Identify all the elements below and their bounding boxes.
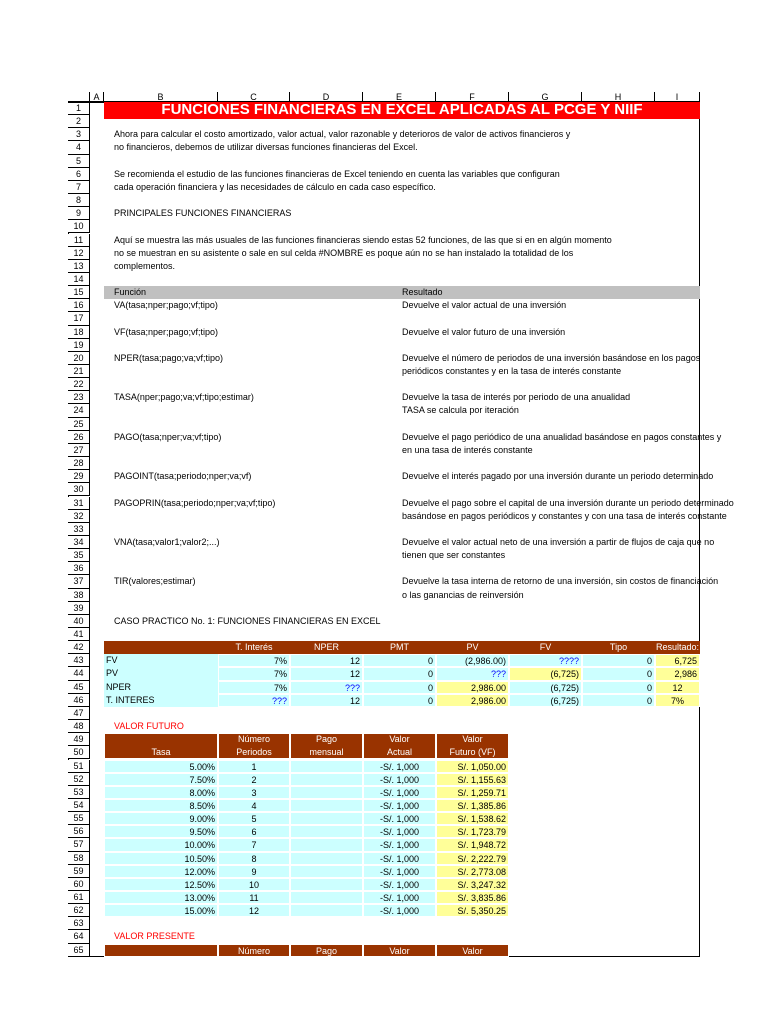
- caso-value-cell[interactable]: 12: [290, 667, 363, 680]
- valor-presente-title: VALOR PRESENTE: [114, 931, 195, 942]
- row-header-51[interactable]: 51: [68, 760, 90, 773]
- caso-row-label: T. INTERES: [104, 694, 218, 707]
- functions-header-funcion: Función: [114, 287, 147, 298]
- caso-value-cell[interactable]: 0: [363, 667, 436, 680]
- sheet-title: FUNCIONES FINANCIERAS EN EXCEL APLICADAS AL PCGE Y NIIF: [104, 102, 700, 119]
- column-header-d[interactable]: D: [290, 92, 363, 102]
- vf-value-cell[interactable]: S/. 1,385.86: [436, 799, 509, 812]
- caso-header-cell: Tipo: [582, 641, 655, 654]
- vf-header-line2: Periodos: [236, 747, 272, 758]
- vf-value-cell[interactable]: [290, 812, 363, 825]
- caso-header-blank: [104, 641, 218, 654]
- vf-value-cell[interactable]: S/. 1,050.00: [436, 760, 509, 773]
- row-header-6[interactable]: 6: [68, 168, 90, 181]
- caso-value-cell[interactable]: 0: [363, 694, 436, 707]
- vf-value-cell[interactable]: [290, 760, 363, 773]
- caso-value-cell[interactable]: 2,986: [655, 667, 700, 680]
- vf-value-cell[interactable]: -S/. 1,000: [363, 799, 436, 812]
- vf-value-cell[interactable]: -S/. 1,000: [363, 904, 436, 917]
- vf-value-cell[interactable]: 9.50%: [104, 825, 218, 838]
- vf-value-cell[interactable]: [290, 799, 363, 812]
- vf-value-cell[interactable]: [290, 904, 363, 917]
- row-header-38[interactable]: 38: [68, 589, 90, 602]
- row-header-57[interactable]: 57: [68, 838, 90, 851]
- row-header-60[interactable]: 60: [68, 878, 90, 891]
- vf-value-cell[interactable]: 9.00%: [104, 812, 218, 825]
- caso-header-cell: Resultado:: [655, 641, 700, 654]
- row-header-37[interactable]: 37: [68, 575, 90, 588]
- caso-value-cell[interactable]: 0: [582, 667, 655, 680]
- row-header-44[interactable]: 44: [68, 667, 90, 680]
- caso-practico-title: CASO PRACTICO No. 1: FUNCIONES FINANCIERAS EN EXCEL: [114, 615, 381, 626]
- row-header-50[interactable]: 50: [68, 746, 90, 759]
- caso-header-cell: PMT: [363, 641, 436, 654]
- vp-header-cell: Valor: [436, 944, 509, 957]
- vf-value-cell[interactable]: -S/. 1,000: [363, 891, 436, 904]
- row-header-39[interactable]: 39: [68, 602, 90, 615]
- vf-value-cell[interactable]: 11: [218, 891, 290, 904]
- function-name: VNA(tasa;valor1;valor2;...): [114, 536, 220, 547]
- vf-value-cell[interactable]: -S/. 1,000: [363, 852, 436, 865]
- row-header-17[interactable]: 17: [68, 312, 90, 325]
- vf-value-cell[interactable]: -S/. 1,000: [363, 773, 436, 786]
- vf-header-line1: Pago: [315, 734, 338, 745]
- caso-value-cell[interactable]: 12: [655, 681, 700, 694]
- row-header-14[interactable]: 14: [68, 273, 90, 286]
- vf-value-cell[interactable]: -S/. 1,000: [363, 878, 436, 891]
- function-description: basándose en pagos periódicos y constantes y con una tasa de interés constante: [402, 510, 727, 521]
- vf-value-cell[interactable]: 12: [218, 904, 290, 917]
- caso-value-cell[interactable]: 0: [363, 681, 436, 694]
- row-header-25[interactable]: 25: [68, 418, 90, 431]
- vf-header-line1: Número: [237, 734, 270, 745]
- caso-value-cell[interactable]: ????: [509, 654, 582, 667]
- caso-value-cell[interactable]: 7%: [218, 667, 290, 680]
- row-header-31[interactable]: 31: [68, 497, 90, 510]
- intro-text-line: Ahora para calcular el costo amortizado, valor actual, valor razonable y deterioros de valor de activos financieros y: [114, 129, 571, 140]
- column-header-g[interactable]: G: [509, 92, 582, 102]
- vf-header-line2: Futuro (VF): [449, 747, 496, 758]
- caso-value-cell[interactable]: (6,725): [509, 667, 582, 680]
- function-description: o las ganancias de reinversión: [402, 589, 524, 600]
- vf-value-cell[interactable]: [290, 891, 363, 904]
- vf-value-cell[interactable]: S/. 1,155.63: [436, 773, 509, 786]
- vf-value-cell[interactable]: [290, 773, 363, 786]
- vf-value-cell[interactable]: 1: [218, 760, 290, 773]
- column-header-b[interactable]: B: [104, 92, 218, 102]
- function-description: Devuelve el número de periodos de una inversión basándose en los pagos: [402, 352, 701, 363]
- vf-value-cell[interactable]: 12.00%: [104, 865, 218, 878]
- column-header-a[interactable]: A: [90, 92, 104, 102]
- vp-header-cell: Valor: [363, 944, 436, 957]
- function-description: Devuelve la tasa interna de retorno de una inversión, sin costos de financiación: [402, 576, 719, 587]
- vf-value-cell[interactable]: 15.00%: [104, 904, 218, 917]
- row-header-12[interactable]: 12: [68, 247, 90, 260]
- row-header-13[interactable]: 13: [68, 260, 90, 273]
- vf-value-cell[interactable]: 10.00%: [104, 838, 218, 851]
- select-all-corner[interactable]: [68, 92, 90, 102]
- vf-value-cell[interactable]: S/. 3,835.86: [436, 891, 509, 904]
- vf-value-cell[interactable]: 3: [218, 786, 290, 799]
- function-name: PAGO(tasa;nper;va;vf;tipo): [114, 431, 222, 442]
- vf-value-cell[interactable]: 7: [218, 838, 290, 851]
- column-header-c[interactable]: C: [218, 92, 290, 102]
- caso-row-label: NPER: [104, 681, 218, 694]
- function-name: TASA(nper;pago;va;vf;tipo;estimar): [114, 392, 254, 403]
- vf-value-cell[interactable]: 7.50%: [104, 773, 218, 786]
- function-name: VF(tasa;nper;pago;vf;tipo): [114, 326, 219, 337]
- row-header-3[interactable]: 3: [68, 128, 90, 141]
- caso-value-cell[interactable]: 0: [363, 654, 436, 667]
- row-header-23[interactable]: 23: [68, 391, 90, 404]
- caso-header-cell: PV: [436, 641, 509, 654]
- vp-header-cell: Número: [218, 944, 290, 957]
- vf-value-cell[interactable]: -S/. 1,000: [363, 825, 436, 838]
- vf-value-cell[interactable]: S/. 5,350.25: [436, 904, 509, 917]
- vf-value-cell[interactable]: [290, 878, 363, 891]
- caso-value-cell[interactable]: ???: [436, 667, 509, 680]
- caso-value-cell[interactable]: 0: [582, 654, 655, 667]
- vf-value-cell[interactable]: 8.00%: [104, 786, 218, 799]
- vf-value-cell[interactable]: [290, 852, 363, 865]
- vf-value-cell[interactable]: 8.50%: [104, 799, 218, 812]
- row-header-56[interactable]: 56: [68, 825, 90, 838]
- row-header-7[interactable]: 7: [68, 181, 90, 194]
- row-header-33[interactable]: 33: [68, 523, 90, 536]
- function-description: TASA se calcula por iteración: [402, 405, 519, 416]
- row-header-41[interactable]: 41: [68, 628, 90, 641]
- vf-value-cell[interactable]: [290, 786, 363, 799]
- function-description: Devuelve el interés pagado por una inversión durante un periodo determinado: [402, 471, 714, 482]
- row-header-19[interactable]: 19: [68, 339, 90, 352]
- row-header-45[interactable]: 45: [68, 681, 90, 694]
- function-description: Devuelve el valor futuro de una inversión: [402, 326, 566, 337]
- function-name: NPER(tasa;pago;va;vf;tipo): [114, 352, 224, 363]
- intro-text-line: complementos.: [114, 260, 176, 271]
- row-header-43[interactable]: 43: [68, 654, 90, 667]
- row-header-54[interactable]: 54: [68, 799, 90, 812]
- row-header-34[interactable]: 34: [68, 536, 90, 549]
- intro-text-line: Se recomienda el estudio de las funciones financieras de Excel teniendo en cuenta las variables que configuran: [114, 168, 560, 179]
- caso-value-cell[interactable]: 0: [582, 681, 655, 694]
- vf-value-cell[interactable]: 8: [218, 852, 290, 865]
- vf-value-cell[interactable]: 13.00%: [104, 891, 218, 904]
- caso-value-cell[interactable]: 7%: [218, 681, 290, 694]
- caso-value-cell[interactable]: 0: [582, 694, 655, 707]
- intro-text-line: PRINCIPALES FUNCIONES FINANCIERAS: [114, 208, 292, 219]
- row-header-15[interactable]: 15: [68, 286, 90, 299]
- vf-value-cell[interactable]: 9: [218, 865, 290, 878]
- intro-text-line: no financieros, debemos de utilizar diversas funciones financieras del Excel.: [114, 142, 418, 153]
- row-header-29[interactable]: 29: [68, 470, 90, 483]
- row-header-30[interactable]: 30: [68, 483, 90, 496]
- caso-header-cell: NPER: [290, 641, 363, 654]
- vf-value-cell[interactable]: -S/. 1,000: [363, 760, 436, 773]
- caso-value-cell[interactable]: 6,725: [655, 654, 700, 667]
- row-header-36[interactable]: 36: [68, 562, 90, 575]
- vf-value-cell[interactable]: 10.50%: [104, 852, 218, 865]
- row-header-35[interactable]: 35: [68, 549, 90, 562]
- row-header-48[interactable]: 48: [68, 720, 90, 733]
- vf-value-cell[interactable]: S/. 2,222.79: [436, 852, 509, 865]
- column-header-f[interactable]: F: [436, 92, 509, 102]
- vf-value-cell[interactable]: 2: [218, 773, 290, 786]
- row-header-24[interactable]: 24: [68, 404, 90, 417]
- function-description: periódicos constantes y en la tasa de interés constante: [402, 366, 622, 376]
- caso-value-cell[interactable]: (6,725): [509, 681, 582, 694]
- row-header-49[interactable]: 49: [68, 733, 90, 746]
- caso-header-cell: T. Interés: [218, 641, 290, 654]
- row-header-58[interactable]: 58: [68, 852, 90, 865]
- vf-value-cell[interactable]: 6: [218, 825, 290, 838]
- caso-row-label: PV: [104, 667, 218, 680]
- caso-value-cell[interactable]: 2,986.00: [436, 694, 509, 707]
- vf-value-cell[interactable]: 5: [218, 812, 290, 825]
- vf-value-cell[interactable]: S/. 2,773.08: [436, 865, 509, 878]
- vf-value-cell[interactable]: 4: [218, 799, 290, 812]
- vf-value-cell[interactable]: S/. 3,247.32: [436, 878, 509, 891]
- function-description: tienen que ser constantes: [402, 550, 506, 561]
- vf-value-cell[interactable]: -S/. 1,000: [363, 838, 436, 851]
- function-description: Devuelve la tasa de interés por periodo de una anualidad: [402, 392, 631, 403]
- row-header-28[interactable]: 28: [68, 457, 90, 470]
- row-header-47[interactable]: 47: [68, 707, 90, 720]
- vf-value-cell[interactable]: S/. 1,723.79: [436, 825, 509, 838]
- vf-value-cell[interactable]: [290, 825, 363, 838]
- row-header-4[interactable]: 4: [68, 141, 90, 154]
- caso-value-cell[interactable]: 2,986.00: [436, 681, 509, 694]
- row-header-8[interactable]: 8: [68, 194, 90, 207]
- row-header-18[interactable]: 18: [68, 326, 90, 339]
- row-header-26[interactable]: 26: [68, 431, 90, 444]
- row-header-10[interactable]: 10: [68, 220, 90, 233]
- function-name: PAGOINT(tasa;periodo;nper;va;vf): [114, 471, 252, 482]
- caso-header-cell: FV: [509, 641, 582, 654]
- caso-value-cell[interactable]: (2,986.00): [436, 654, 509, 667]
- vf-header-line2: Tasa: [151, 747, 171, 758]
- row-header-55[interactable]: 55: [68, 812, 90, 825]
- vp-header-cell: Pago: [290, 944, 363, 957]
- caso-value-cell[interactable]: (6,725): [509, 694, 582, 707]
- row-header-52[interactable]: 52: [68, 773, 90, 786]
- function-name: VA(tasa;nper;pago;vf;tipo): [114, 300, 218, 311]
- row-header-11[interactable]: 11: [68, 234, 90, 247]
- vf-header-line1: Valor: [389, 734, 410, 745]
- vf-value-cell[interactable]: -S/. 1,000: [363, 812, 436, 825]
- vf-header-line1: Valor: [462, 734, 483, 745]
- vf-header-line2: Actual: [386, 747, 412, 758]
- intro-text-line: cada operación financiera y las necesidades de cálculo en cada caso específico.: [114, 181, 436, 192]
- function-description: Devuelve el valor actual de una inversión: [402, 300, 567, 311]
- spreadsheet-sheet: [68, 92, 734, 957]
- caso-value-cell[interactable]: 12: [290, 694, 363, 707]
- caso-value-cell[interactable]: ???: [290, 681, 363, 694]
- function-description: Devuelve el pago periódico de una anualidad basándose en pagos constantes y: [402, 431, 722, 442]
- row-header-32[interactable]: 32: [68, 510, 90, 523]
- row-header-63[interactable]: 63: [68, 917, 90, 930]
- column-header-h[interactable]: H: [582, 92, 655, 102]
- caso-value-cell[interactable]: 7%: [655, 694, 700, 707]
- row-header-27[interactable]: 27: [68, 444, 90, 457]
- row-header-21[interactable]: 21: [68, 365, 90, 378]
- vf-value-cell[interactable]: -S/. 1,000: [363, 786, 436, 799]
- row-header-62[interactable]: 62: [68, 904, 90, 917]
- valor-futuro-title: VALOR FUTURO: [114, 721, 184, 732]
- column-header-i[interactable]: I: [655, 92, 700, 102]
- caso-row-label: FV: [104, 654, 218, 667]
- row-header-9[interactable]: 9: [68, 207, 90, 220]
- vf-value-cell[interactable]: [290, 838, 363, 851]
- row-header-16[interactable]: 16: [68, 299, 90, 312]
- function-name: TIR(valores;estimar): [114, 576, 196, 587]
- row-header-65[interactable]: 65: [68, 944, 90, 957]
- function-description: Devuelve el valor actual neto de una inversión a partir de flujos de caja que no: [402, 536, 715, 547]
- row-header-5[interactable]: 5: [68, 155, 90, 168]
- row-header-22[interactable]: 22: [68, 378, 90, 391]
- row-header-2[interactable]: 2: [68, 115, 90, 128]
- intro-text-line: no se muestran en su asistente o sale en sul celda #NOMBRE es poque aún no se han instalado la totalidad de los: [114, 247, 574, 258]
- vf-value-cell[interactable]: -S/. 1,000: [363, 865, 436, 878]
- functions-header-resultado: Resultado: [402, 287, 443, 298]
- caso-value-cell[interactable]: 12: [290, 654, 363, 667]
- function-description: en una tasa de interés constante: [402, 444, 533, 455]
- vf-value-cell[interactable]: 10: [218, 878, 290, 891]
- vf-value-cell[interactable]: S/. 1,538.62: [436, 812, 509, 825]
- vf-value-cell[interactable]: 5.00%: [104, 760, 218, 773]
- vf-value-cell[interactable]: [290, 865, 363, 878]
- row-header-53[interactable]: 53: [68, 786, 90, 799]
- vf-value-cell[interactable]: S/. 1,259.71: [436, 786, 509, 799]
- row-header-46[interactable]: 46: [68, 694, 90, 707]
- row-header-42[interactable]: 42: [68, 641, 90, 654]
- vf-value-cell[interactable]: S/. 1,948.72: [436, 838, 509, 851]
- row-header-40[interactable]: 40: [68, 615, 90, 628]
- row-header-1[interactable]: 1: [68, 102, 90, 115]
- vf-header-line2: mensual: [309, 747, 344, 758]
- caso-value-cell[interactable]: 7%: [218, 654, 290, 667]
- row-header-20[interactable]: 20: [68, 352, 90, 365]
- row-header-64[interactable]: 64: [68, 930, 90, 943]
- column-header-e[interactable]: E: [363, 92, 436, 102]
- row-header-59[interactable]: 59: [68, 865, 90, 878]
- caso-value-cell[interactable]: ???: [218, 694, 290, 707]
- row-header-61[interactable]: 61: [68, 891, 90, 904]
- vp-header-cell: [104, 944, 218, 957]
- vf-value-cell[interactable]: 12.50%: [104, 878, 218, 891]
- function-description: Devuelve el pago sobre el capital de una inversión durante un periodo determinado: [402, 497, 734, 508]
- intro-text-line: Aquí se muestra las más usuales de las funciones financieras siendo estas 52 funciones, de las que si en en algún momento: [114, 234, 612, 245]
- function-name: PAGOPRIN(tasa;periodo;nper;va;vf;tipo): [114, 497, 276, 508]
